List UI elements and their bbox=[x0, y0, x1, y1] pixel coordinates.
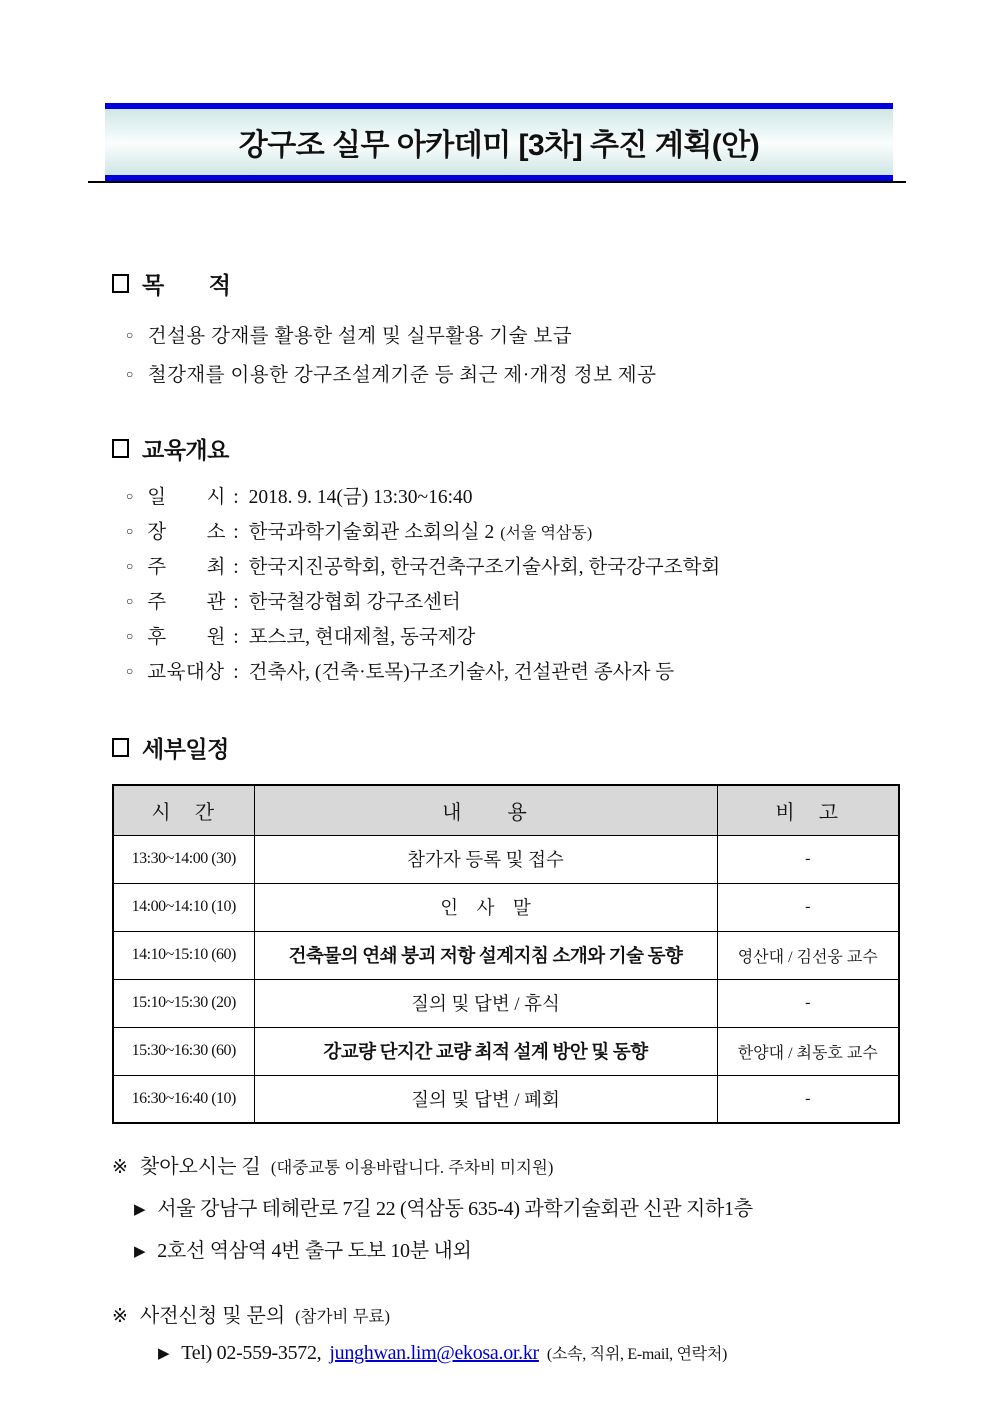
overview-item-value: 한국철강협회 강구조센터 bbox=[248, 592, 461, 613]
overview-item-value: 한국지진공학회, 한국건축구조기술사회, 한국강구조학회 bbox=[248, 557, 721, 578]
square-marker-icon bbox=[112, 439, 129, 458]
schedule-table bbox=[112, 784, 900, 1124]
overview-item-label: 교육대상 bbox=[147, 662, 225, 683]
circle-bullet-icon: ○ bbox=[126, 629, 134, 643]
circle-bullet-icon: ○ bbox=[126, 524, 134, 538]
directions-note-line bbox=[112, 1150, 992, 1179]
banner-underline-rule bbox=[88, 181, 906, 183]
contact-line bbox=[158, 1341, 992, 1365]
schedule-time-cell: 14:00~14:10 (10) bbox=[113, 883, 254, 931]
square-marker-icon bbox=[112, 274, 129, 293]
schedule-time-cell: 15:10~15:30 (20) bbox=[113, 979, 254, 1027]
schedule-content-cell: 인 사 말 bbox=[254, 883, 717, 931]
overview-item-label: 후 원 bbox=[147, 627, 226, 648]
schedule-content-cell: 건축물의 연쇄 붕괴 저항 설계지침 소개와 기술 동향 bbox=[254, 931, 717, 979]
overview-item-value: 포스코, 현대제철, 동국제강 bbox=[248, 627, 476, 648]
overview-item-value: 건축사, (건축·토목)구조기술사, 건설관련 종사자 등 bbox=[248, 662, 675, 683]
circle-bullet-icon: ○ bbox=[126, 664, 134, 678]
reference-mark-icon: ※ bbox=[112, 1306, 128, 1327]
directions-item bbox=[134, 1234, 992, 1263]
label-separator: : bbox=[233, 557, 239, 578]
schedule-content-cell: 강교량 단지간 교량 최적 설계 방안 및 동향 bbox=[254, 1027, 717, 1075]
column-header-content: 내 용 bbox=[254, 785, 717, 835]
purpose-list bbox=[126, 318, 992, 396]
column-header-time: 시 간 bbox=[113, 785, 254, 835]
schedule-time-cell: 13:30~14:00 (30) bbox=[113, 835, 254, 883]
table-header-row bbox=[113, 785, 899, 835]
directions-title: 찾아오시는 길 bbox=[139, 1156, 261, 1178]
circle-bullet-icon: ○ bbox=[126, 559, 134, 573]
overview-list bbox=[126, 481, 992, 691]
application-note-line bbox=[112, 1299, 992, 1328]
arrow-bullet-icon: ▶ bbox=[134, 1244, 146, 1260]
overview-item-label: 장 소 bbox=[147, 522, 226, 543]
directions-item bbox=[134, 1192, 992, 1221]
purpose-item-text: 건설용 강재를 활용한 설계 및 실무활용 기술 보급 bbox=[147, 326, 573, 347]
square-marker-icon bbox=[112, 738, 129, 757]
list-item bbox=[126, 357, 992, 396]
email-link[interactable]: junghwan.lim@ekosa.or.kr bbox=[329, 1342, 539, 1364]
arrow-bullet-icon: ▶ bbox=[134, 1202, 146, 1218]
schedule-remark-cell: 한양대 / 최동호 교수 bbox=[717, 1027, 899, 1075]
table-row bbox=[113, 1027, 899, 1075]
table-row bbox=[113, 1075, 899, 1123]
schedule-remark-cell: - bbox=[717, 835, 899, 883]
schedule-remark-cell: 영산대 / 김선웅 교수 bbox=[717, 931, 899, 979]
application-note: (참가비 무료) bbox=[295, 1307, 390, 1326]
directions-item-text: 서울 강남구 테헤란로 7길 22 (역삼동 635-4) 과학기술회관 신관 지하1층 bbox=[157, 1198, 753, 1220]
page-title: 강구조 실무 아카데미 [3차] 추진 계획(안) bbox=[238, 129, 760, 162]
schedule-heading-label: 세부일정 bbox=[142, 736, 229, 762]
list-item bbox=[126, 586, 992, 621]
telephone-number: Tel) 02-559-3572, bbox=[181, 1342, 322, 1364]
schedule-content-cell: 질의 및 답변 / 휴식 bbox=[254, 979, 717, 1027]
list-item bbox=[126, 656, 992, 691]
circle-bullet-icon: ○ bbox=[126, 594, 134, 608]
overview-item-note: (서울 역삼동) bbox=[500, 525, 593, 542]
directions-note: (대중교통 이용바랍니다. 주차비 미지원) bbox=[270, 1158, 554, 1177]
label-separator: : bbox=[233, 662, 239, 683]
reference-mark-icon: ※ bbox=[112, 1157, 128, 1178]
arrow-bullet-icon: ▶ bbox=[158, 1346, 170, 1362]
list-item bbox=[126, 481, 992, 516]
overview-item-label: 주 최 bbox=[147, 557, 226, 578]
table-row bbox=[113, 979, 899, 1027]
list-item bbox=[126, 318, 992, 357]
column-header-remark: 비 고 bbox=[717, 785, 899, 835]
contact-fields-note: (소속, 직위, E-mail, 연락처) bbox=[546, 1346, 728, 1363]
application-title: 사전신청 및 문의 bbox=[139, 1305, 286, 1327]
schedule-section-heading bbox=[112, 731, 992, 764]
label-separator: : bbox=[233, 627, 239, 648]
purpose-item-text: 철강재를 이용한 강구조설계기준 등 최근 제·개정 정보 제공 bbox=[147, 365, 657, 386]
circle-bullet-icon: ○ bbox=[126, 489, 134, 503]
overview-item-label: 일 시 bbox=[147, 487, 226, 508]
schedule-content-cell: 참가자 등록 및 접수 bbox=[254, 835, 717, 883]
schedule-remark-cell: - bbox=[717, 1075, 899, 1123]
overview-heading-label: 교육개요 bbox=[142, 437, 229, 463]
table-row bbox=[113, 931, 899, 979]
overview-section-heading bbox=[112, 432, 992, 465]
schedule-time-cell: 15:30~16:30 (60) bbox=[113, 1027, 254, 1075]
list-item bbox=[126, 621, 992, 656]
overview-item-value: 한국과학기술회관 소회의실 2 bbox=[248, 522, 495, 543]
overview-item-label: 주 관 bbox=[147, 592, 226, 613]
table-row bbox=[113, 883, 899, 931]
list-item bbox=[126, 516, 992, 551]
purpose-heading-label: 목 적 bbox=[142, 272, 231, 298]
overview-item-value: 2018. 9. 14(금) 13:30~16:40 bbox=[248, 487, 473, 508]
schedule-time-cell: 16:30~16:40 (10) bbox=[113, 1075, 254, 1123]
label-separator: : bbox=[233, 592, 239, 613]
purpose-section-heading bbox=[112, 267, 992, 300]
schedule-time-cell: 14:10~15:10 (60) bbox=[113, 931, 254, 979]
title-banner bbox=[105, 103, 893, 181]
table-row bbox=[113, 835, 899, 883]
circle-bullet-icon: ○ bbox=[126, 328, 134, 342]
directions-item-text: 2호선 역삼역 4번 출구 도보 10분 내외 bbox=[157, 1240, 472, 1262]
circle-bullet-icon: ○ bbox=[126, 367, 134, 381]
schedule-remark-cell: - bbox=[717, 979, 899, 1027]
label-separator: : bbox=[233, 487, 239, 508]
label-separator: : bbox=[233, 522, 239, 543]
schedule-content-cell: 질의 및 답변 / 폐회 bbox=[254, 1075, 717, 1123]
schedule-remark-cell: - bbox=[717, 883, 899, 931]
list-item bbox=[126, 551, 992, 586]
